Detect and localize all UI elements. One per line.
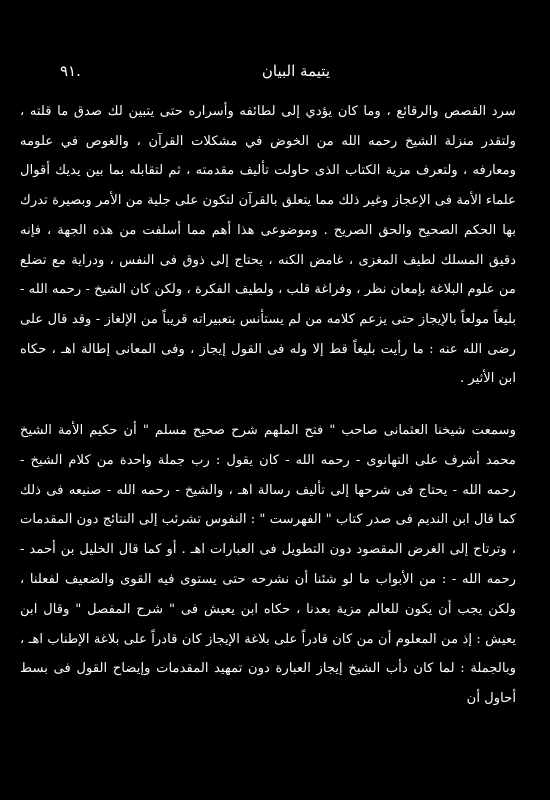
running-title: يتيمة البيان — [261, 62, 330, 80]
body-paragraph: وسمعت شيخنا العثمانى صاحب " فتح الملهم شرح صحيح مسلم " أن حكيم الأمة الشيخ محمد أشرف على التهانوى - رحمه الله - كان يقول : رب جملة واحدة من كلام الشيخ - رحمه الله - يحتاج فى شرحها إلى تأليف رسالة اهـ ، والشيخ - رحمه الله - صنيعه فى ذلك كما قال ابن النديم فى صدر كتاب " الفهرست " : النفوس تشرئب إلى النتائج دون المقدمات ، وترتاح إلى الغرض المقصود دون التطويل فى العبارات اهـ . أو كما قال الخليل بن أحمد - رحمه الله - : من الأبواب ما لو شئنا أن نشرحه حتى يستوى فيه القوى والضعيف لفعلنا ، ولكن يجب أن يكون للعالم مزية بعدنا ، حكاه ابن يعيش فى " شرح المفصل " وقال ابن يعيش : إذ من المعلوم أن من كان قادراً على بلاغة الإيجاز كان قادراً على بلاغة الإطناب اهـ ، وبالجملة : لما كان دأب الشيخ إيجاز العبارة دون تمهيد المقدمات وإيضاح القول فى بسط أحاول أن — [20, 423, 516, 707]
page-number: ٩١. — [60, 62, 81, 80]
running-header — [60, 62, 490, 84]
body-paragraph: سرد القصص والرقائع ، وما كان يؤدي إلى لطائفه وأسراره حتى يتبين لك صدق ما قلته ، ولتقدر منزلة الشيخ رحمه الله من الخوض في مشكلات القرآن ، والغوص في علومه ومعارفه ، ولتعرف مزية الكتاب الذى حاولت تأليف مقدمته ، ثم لتقابله بما بين يديك أقوال علماء الأمة فى الإعجاز وغير ذلك مما يتعلق بالقرآن لتكون على جلية من الأمر وبصيرة تدرك بها الحكم الصحيح والحق الصريح . وموضوعى هذا أهم مما أسلفت من هذه الجهة ، فإنه دقيق المسلك لطيف المغزى ، غامض الكنه ، يحتاج إلى ذوق فى النفس ، ودراية مع تضلع من علوم البلاغة بإمعان نظر ، وفراغة قلب ، ولطيف الفكرة ، ولكن كان الشيخ - رحمه الله - بليغاً مولعاً بالإيجاز حتى يزعم كلامه من لم يستأنس بتعبيراته قريباً من الإلغاز - وقد قال على رضى الله عنه : ما رأيت بليغاً قط إلا وله فى القول إيجاز ، وفى المعانى إطالة اهـ ، حكاه ابن الأثير . — [20, 104, 516, 387]
